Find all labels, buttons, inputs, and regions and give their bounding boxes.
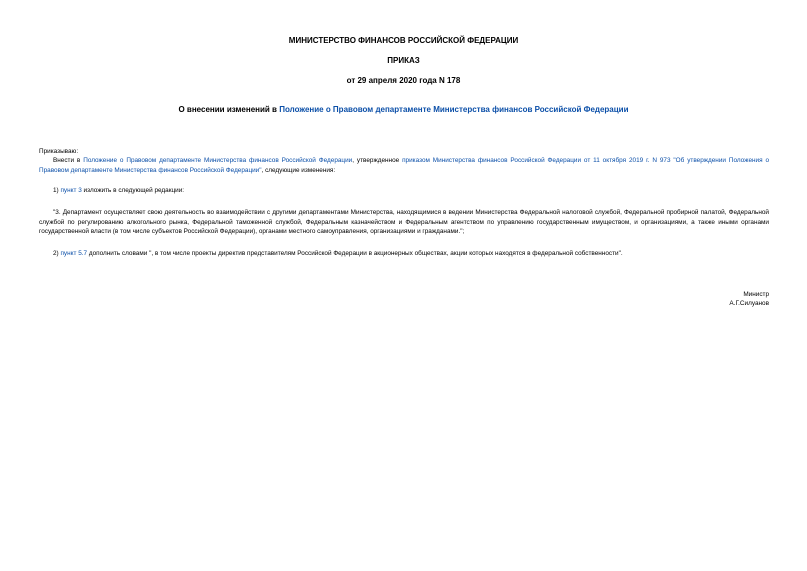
intro-text-1: Внести в (53, 157, 84, 164)
order-973-link[interactable]: приказом Министерства финансов Российской Федерации от 11 октября 2019 г. N 973 "Об утверждении Положения о Правовом департаменте Министерства финансов Российской Федерации" (39, 157, 770, 174)
ministry-heading: МИНИСТЕРСТВО ФИНАНСОВ РОССИЙСКОЙ ФЕДЕРАЦИИ (288, 36, 519, 45)
order-word: Приказываю: (39, 148, 79, 155)
item-1-number: 1) (53, 187, 61, 194)
signature-name: А.Г.Силуанов (729, 300, 769, 307)
item-2-text: дополнить словами ", в том числе проекты директив представителям Российской Федерации в акционерных обществах, акции которых находятся в федеральной собственности". (87, 250, 623, 257)
clause-3-new-text: "3. Департамент осуществляет свою деятельность во взаимодействии с другими департаментами Министерства, находящимися в ведении Министерства Федеральной налоговой службой, Федеральной пробирной палатой, Федеральной службой по регулированию алкогольного рынка, Федеральной таможенной службой, Федеральным казначейством и Федеральным агентством по управлению государственным имуществом, и организациями, а также иными органами государственной власти (в том числе субъектов Российской Федерации), органами местного самоуправления, организациями и гражданами."; (39, 209, 769, 235)
document-type-heading: ПРИКАЗ (387, 56, 420, 65)
intro-text-2: , утвержденное (352, 157, 403, 164)
document-subject (0, 104, 807, 115)
regulation-link[interactable]: Положение о Правовом департаменте Министерства финансов Российской Федерации (83, 157, 353, 164)
intro-text-3: , следующие изменения: (261, 166, 336, 174)
clause-3-link[interactable]: пункт 3 (60, 187, 82, 194)
intro-paragraph (39, 156, 769, 175)
item-2-number: 2) (53, 250, 61, 257)
clause-5-7-link[interactable]: пункт 5.7 (60, 250, 88, 257)
signature-title: Министр (743, 291, 769, 298)
document-date-number: от 29 апреля 2020 года N 178 (346, 76, 461, 85)
item-2-paragraph (53, 249, 769, 259)
subject-regulation-link[interactable]: Положение о Правовом департаменте Министерства финансов Российской Федерации (279, 105, 629, 114)
item-1-paragraph (53, 186, 769, 196)
item-1-text: изложить в следующей редакции: (81, 187, 185, 194)
subject-prefix: О внесении изменений в (178, 105, 280, 114)
